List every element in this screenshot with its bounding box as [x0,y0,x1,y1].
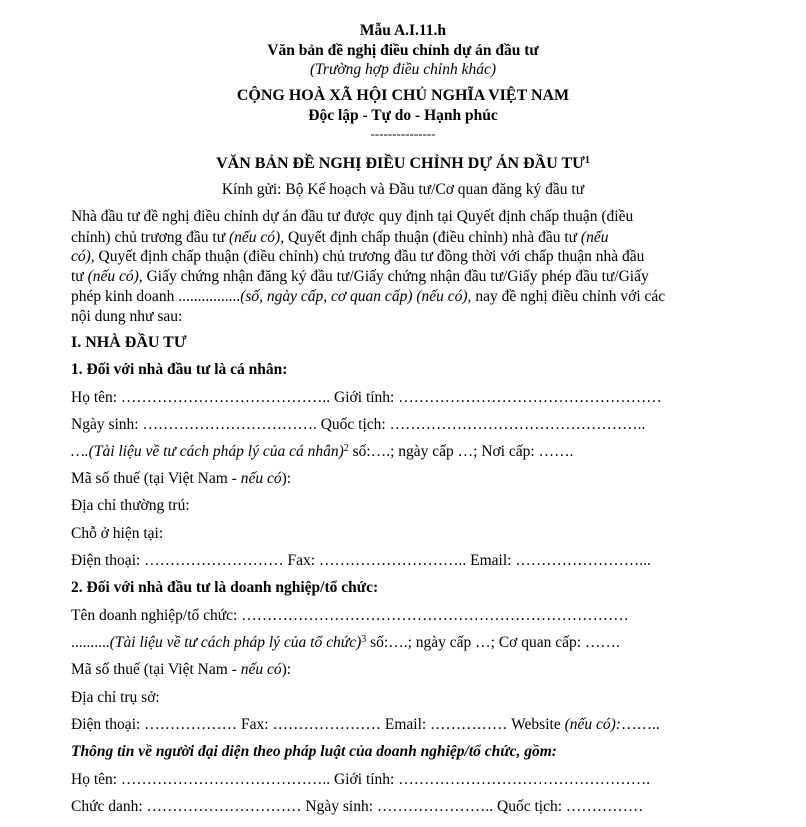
individual-dob-line: Ngày sinh: ……………………………. Quốc tịch: ………………………………………….. [71,416,646,433]
intro-text: Quyết định chấp thuận (điều chỉnh) nhà đầu tư [284,229,581,246]
tax-label-end: ): [281,661,292,678]
contact-fields: Điện thoại: ……………… Fax: ………………… Email: …………… Website [71,716,565,733]
form-case: (Trường hợp điều chỉnh khác) [310,61,496,78]
intro-line-3 [71,248,644,266]
intro-line-1: Nhà đầu tư đề nghị điều chỉnh dự án đầu tư được quy định tại Quyết định chấp thuận (điều [71,208,634,225]
individual-current-address: Chỗ ở hiện tại: [71,525,164,542]
website-optional: (nếu có): [564,716,621,733]
representative-name-line: Họ tên: ………………………………….. Giới tính: …………………………………………. [71,771,651,788]
individual-permanent-address: Địa chỉ thường trú: [71,497,190,514]
individual-name-line: Họ tên: ………………………………….. Giới tính: …………………………………………… [71,389,662,406]
organization-name-line: Tên doanh nghiệp/tổ chức: ………………………………………………………………… [71,607,629,624]
intro-text: Giấy chứng nhận đăng ký đầu tư/Giấy chứng nhận đầu tư/Giấy phép đầu tư/Giấy [142,268,649,285]
legal-doc-fields: số:….; ngày cấp …; Nơi cấp: ……. [348,443,574,460]
tax-label: Mã số thuế (tại Việt Nam - [71,661,241,678]
intro-text: Quyết định chấp thuận (điều chỉnh) chủ trương đầu tư đồng thời với chấp thuận nhà đầu [94,248,645,265]
motto: Độc lập - Tự do - Hạnh phúc [308,107,498,124]
country-name: CỘNG HOÀ XÃ HỘI CHỦ NGHĨA VIỆT NAM [236,87,570,104]
intro-italic: có), [71,248,95,265]
form-code: Mẫu A.I.11.h [359,22,447,39]
organization-legal-doc-line [71,634,620,652]
intro-text: chỉnh) chủ trương đầu tư [71,229,230,246]
legal-doc-label: (Tài liệu về tư cách pháp lý của tổ chức) [109,634,362,651]
individual-heading: 1. Đối với nhà đầu tư là cá nhân: [71,361,288,378]
document-title-text: VĂN BẢN ĐỀ NGHỊ ĐIỀU CHỈNH DỰ ÁN ĐẦU TƯ [216,155,585,172]
tax-optional: nếu có [240,661,282,678]
footnote-marker: 1 [584,155,590,166]
footnote-marker: 3 [361,634,367,645]
individual-contact-line: Điện thoại: ……………………… Fax: ……………………….. Email: ……………………... [71,552,651,569]
intro-text: tư [71,268,88,285]
organization-contact-line [71,716,660,734]
intro-line-5 [71,288,665,306]
representative-title-line: Chức danh: ………………………… Ngày sinh: ………………….. Quốc tịch: …………… [71,798,644,815]
document-title [0,155,806,173]
tax-label-end: ): [281,470,292,487]
legal-doc-label: ….(Tài liệu về tư cách pháp lý của cá nhân) [71,443,344,460]
legal-doc-dots: .......... [71,634,110,651]
individual-legal-doc-line [71,443,573,461]
tax-optional: nếu có [240,470,282,487]
intro-italic: (nếu có), [87,268,143,285]
individual-tax-line [71,470,291,488]
intro-italic: (số, ngày cấp, cơ quan cấp) (nếu có), [240,288,472,305]
form-title: Văn bản đề nghị điều chỉnh dự án đầu tư [267,42,539,59]
legal-doc-fields: số:….; ngày cấp …; Cơ quan cấp: ……. [366,634,620,651]
section-heading-investor: I. NHÀ ĐẦU TƯ [71,334,187,351]
intro-text: nay đề nghị điều chỉnh với các [471,288,666,305]
organization-hq-address: Địa chỉ trụ sở: [71,689,160,706]
intro-line-2 [71,229,608,247]
organization-heading: 2. Đối với nhà đầu tư là doanh nghiệp/tổ chức: [71,579,379,596]
intro-line-4 [71,268,649,286]
organization-tax-line [71,661,291,679]
separator: --------------- [370,126,436,141]
tax-label: Mã số thuế (tại Việt Nam - [71,470,241,487]
representative-heading: Thông tin về người đại diện theo pháp luật của doanh nghiệp/tổ chức, gồm: [71,743,557,760]
footnote-marker: 2 [343,443,349,454]
intro-italic: (nếu có), [229,229,285,246]
intro-line-6: nội dung như sau: [71,308,183,325]
website-dots: …….. [620,716,660,733]
intro-italic: (nếu [580,229,609,246]
addressee: Kính gửi: Bộ Kế hoạch và Đầu tư/Cơ quan đăng ký đầu tư [221,181,585,198]
intro-text: phép kinh doanh ................ [71,288,241,305]
